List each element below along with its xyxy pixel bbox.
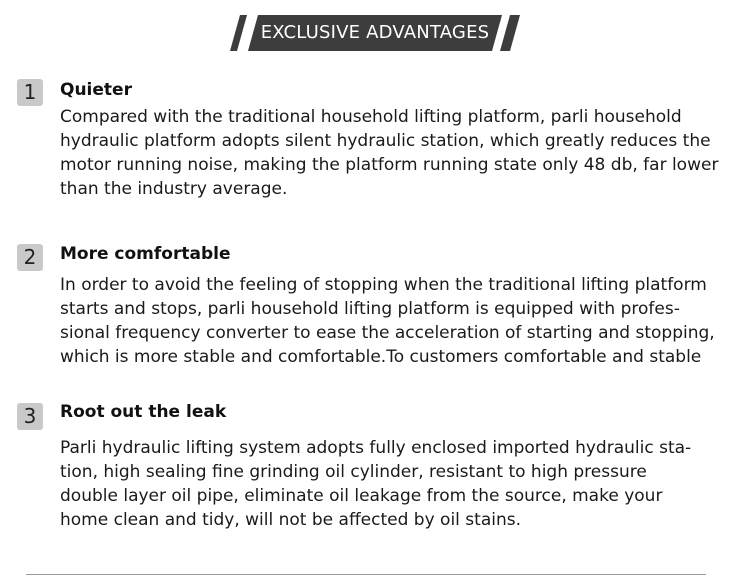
section-text-line: Parli hydraulic lifting system adopts fully enclosed imported hydraulic sta- — [60, 438, 692, 458]
section-body — [60, 105, 740, 201]
section-body — [60, 273, 740, 369]
section-text-line: Compared with the traditional household lifting platform, parli household — [60, 107, 682, 127]
section-text-line: double layer oil pipe, eliminate oil leakage from the source, make your — [60, 486, 663, 506]
section-text-line: In order to avoid the feeling of stopping when the traditional lifting platform — [60, 275, 707, 295]
page-title: EXCLUSIVE ADVANTAGES — [260, 22, 490, 43]
section-number-badge: 3 — [17, 403, 43, 430]
section-number-badge: 2 — [17, 244, 43, 271]
section-text-line: starts and stops, parli household lifting platform is equipped with profes- — [60, 299, 680, 319]
section-text-line: hydraulic platform adopts silent hydraulic station, which greatly reduces the — [60, 131, 711, 151]
section-number-badge: 1 — [17, 79, 43, 106]
section-text-line: which is more stable and comfortable.To customers comfortable and stable — [60, 347, 702, 367]
section-title: More comfortable — [60, 244, 231, 264]
section-text-line: sional frequency converter to ease the acceleration of starting and stopping, — [60, 323, 715, 343]
bottom-divider — [26, 574, 706, 575]
section-title: Quieter — [60, 80, 132, 100]
section-text-line: tion, high sealing fine grinding oil cylinder, resistant to high pressure — [60, 462, 647, 482]
section-text-line: motor running noise, making the platform running state only 48 db, far lower — [60, 155, 719, 175]
section-text-line: home clean and tidy, will not be affected by oil stains. — [60, 510, 521, 530]
section-body — [60, 436, 740, 532]
section-text-line: than the industry average. — [60, 179, 288, 199]
section-title: Root out the leak — [60, 402, 227, 422]
header-banner — [230, 15, 520, 51]
